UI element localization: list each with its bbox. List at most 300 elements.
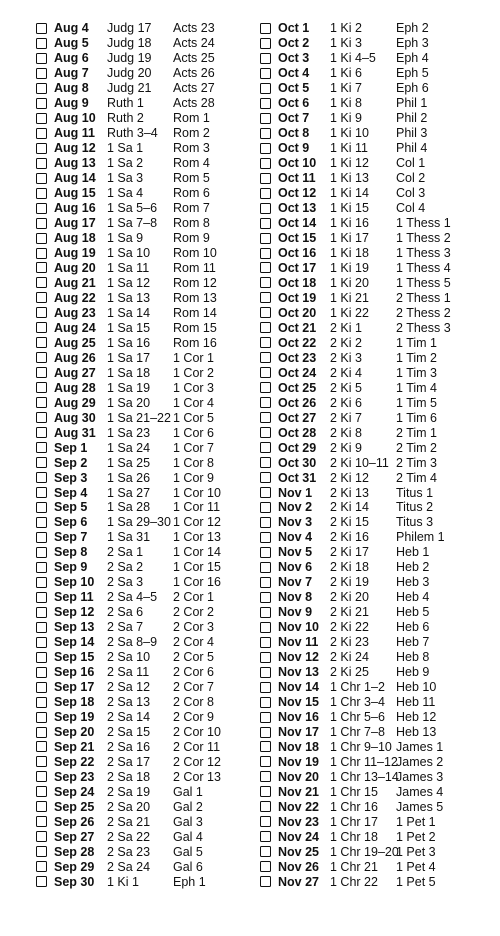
reading-date: Aug 16: [54, 201, 96, 216]
reading-date: Aug 4: [54, 21, 89, 36]
checkbox[interactable]: [260, 457, 271, 468]
reading-date: Nov 27: [278, 874, 319, 889]
new-testament-reading: James 1: [396, 739, 444, 754]
checkbox[interactable]: [36, 38, 47, 49]
checkbox[interactable]: [260, 98, 271, 109]
new-testament-reading: Gal 6: [173, 859, 203, 874]
checkbox[interactable]: [260, 218, 271, 229]
checkbox[interactable]: [36, 487, 47, 498]
checkbox[interactable]: [36, 68, 47, 79]
new-testament-reading: 1 Cor 15: [173, 560, 221, 575]
reading-row: [260, 290, 451, 305]
checkbox[interactable]: [260, 816, 271, 827]
reading-date: Nov 21: [278, 784, 319, 799]
old-testament-reading: 2 Ki 21: [330, 605, 369, 620]
new-testament-reading: 2 Tim 2: [396, 440, 437, 455]
reading-date: Oct 13: [278, 201, 317, 216]
reading-date: Sep 3: [54, 470, 88, 485]
reading-row: [36, 36, 221, 51]
reading-date: Sep 21: [54, 739, 95, 754]
checkbox[interactable]: [260, 771, 271, 782]
checkbox[interactable]: [260, 517, 271, 528]
checkbox[interactable]: [260, 233, 271, 244]
new-testament-reading: 1 Pet 5: [396, 874, 436, 889]
new-testament-reading: 1 Pet 3: [396, 844, 436, 859]
old-testament-reading: Ruth 2: [107, 111, 144, 126]
reading-row: [36, 874, 221, 889]
new-testament-reading: Rom 5: [173, 171, 210, 186]
reading-date: Aug 23: [54, 305, 96, 320]
checkbox[interactable]: [260, 547, 271, 558]
old-testament-reading: 1 Sa 13: [107, 290, 151, 305]
checkbox[interactable]: [260, 23, 271, 34]
reading-date: Sep 18: [54, 695, 95, 710]
reading-row: [36, 695, 221, 710]
checkbox[interactable]: [36, 233, 47, 244]
reading-date: Oct 18: [278, 275, 317, 290]
reading-date: Oct 3: [278, 51, 310, 66]
checkbox[interactable]: [260, 697, 271, 708]
old-testament-reading: 2 Sa 14: [107, 710, 151, 725]
reading-date: Nov 17: [278, 725, 319, 740]
reading-row: [36, 261, 221, 276]
reading-row: [36, 680, 221, 695]
reading-row: [36, 710, 221, 725]
checkbox[interactable]: [260, 741, 271, 752]
checkbox[interactable]: [36, 517, 47, 528]
old-testament-reading: 2 Sa 15: [107, 725, 151, 740]
checkbox[interactable]: [260, 158, 271, 169]
new-testament-reading: 2 Cor 2: [173, 605, 214, 620]
new-testament-reading: Rom 16: [173, 335, 217, 350]
reading-date: Oct 24: [278, 365, 317, 380]
checkbox[interactable]: [36, 592, 47, 603]
checkbox[interactable]: [36, 801, 47, 812]
checkbox[interactable]: [36, 322, 47, 333]
checkbox[interactable]: [260, 427, 271, 438]
reading-date: Aug 12: [54, 141, 96, 156]
new-testament-reading: Gal 3: [173, 814, 203, 829]
reading-row: [36, 111, 221, 126]
old-testament-reading: 1 Sa 20: [107, 395, 151, 410]
checkbox[interactable]: [260, 292, 271, 303]
checkbox[interactable]: [36, 577, 47, 588]
reading-row: [36, 81, 221, 96]
old-testament-reading: 1 Ki 11: [330, 141, 368, 156]
checkbox[interactable]: [36, 846, 47, 857]
checkbox[interactable]: [260, 382, 271, 393]
old-testament-reading: 2 Ki 9: [330, 440, 362, 455]
reading-date: Aug 11: [54, 126, 95, 141]
reading-row: [36, 440, 221, 455]
checkbox[interactable]: [260, 667, 271, 678]
reading-date: Aug 22: [54, 290, 96, 305]
reading-row: [260, 305, 451, 320]
checkbox[interactable]: [260, 562, 271, 573]
reading-row: [260, 186, 451, 201]
old-testament-reading: 1 Ki 22: [330, 305, 369, 320]
new-testament-reading: 1 Thess 5: [396, 275, 451, 290]
reading-row: [260, 859, 451, 874]
new-testament-reading: Heb 5: [396, 605, 430, 620]
old-testament-reading: 2 Ki 23: [330, 635, 369, 650]
new-testament-reading: Heb 11: [396, 695, 436, 710]
old-testament-reading: 1 Sa 31: [107, 530, 151, 545]
reading-date: Sep 16: [54, 665, 95, 680]
checkbox[interactable]: [260, 577, 271, 588]
reading-date: Nov 4: [278, 530, 313, 545]
old-testament-reading: 2 Sa 13: [107, 695, 151, 710]
checkbox[interactable]: [260, 143, 271, 154]
checkbox[interactable]: [36, 277, 47, 288]
reading-date: Aug 30: [54, 410, 96, 425]
checkbox[interactable]: [260, 831, 271, 842]
old-testament-reading: 1 Sa 29–30: [107, 515, 171, 530]
new-testament-reading: 2 Cor 1: [173, 590, 214, 605]
reading-row: [36, 455, 221, 470]
new-testament-reading: Acts 25: [173, 51, 215, 66]
checkbox[interactable]: [36, 622, 47, 633]
checkbox[interactable]: [260, 397, 271, 408]
checkbox[interactable]: [36, 876, 47, 887]
checkbox[interactable]: [36, 816, 47, 827]
new-testament-reading: Rom 4: [173, 156, 210, 171]
checkbox[interactable]: [36, 53, 47, 64]
reading-date: Oct 12: [278, 186, 317, 201]
checkbox[interactable]: [36, 547, 47, 558]
old-testament-reading: 2 Sa 17: [107, 754, 151, 769]
reading-row: [260, 81, 451, 96]
checkbox[interactable]: [36, 652, 47, 663]
checkbox[interactable]: [260, 487, 271, 498]
reading-row: [260, 710, 451, 725]
old-testament-reading: 2 Ki 1: [330, 320, 362, 335]
reading-date: Aug 31: [54, 425, 96, 440]
old-testament-reading: 1 Chr 16: [330, 799, 378, 814]
checkbox[interactable]: [36, 786, 47, 797]
checkbox[interactable]: [260, 786, 271, 797]
checkbox[interactable]: [260, 622, 271, 633]
checkbox[interactable]: [36, 727, 47, 738]
old-testament-reading: 1 Chr 3–4: [330, 695, 385, 710]
old-testament-reading: 1 Sa 4: [107, 186, 144, 201]
new-testament-reading: Heb 9: [396, 665, 430, 680]
checkbox[interactable]: [36, 532, 47, 543]
reading-row: [260, 814, 451, 829]
old-testament-reading: 2 Sa 24: [107, 859, 151, 874]
reading-date: Nov 9: [278, 605, 313, 620]
reading-date: Sep 24: [54, 784, 95, 799]
reading-date: Nov 6: [278, 560, 313, 575]
reading-row: [260, 560, 451, 575]
checkbox[interactable]: [260, 352, 271, 363]
checkbox[interactable]: [36, 307, 47, 318]
new-testament-reading: James 4: [396, 784, 444, 799]
reading-date: Aug 13: [54, 156, 96, 171]
reading-date: Aug 5: [54, 36, 89, 51]
reading-date: Nov 14: [278, 680, 319, 695]
reading-date: Oct 1: [278, 21, 310, 36]
checkbox[interactable]: [36, 337, 47, 348]
checkbox[interactable]: [260, 532, 271, 543]
checkbox[interactable]: [36, 771, 47, 782]
checkbox[interactable]: [260, 652, 271, 663]
checkbox[interactable]: [36, 292, 47, 303]
old-testament-reading: 2 Ki 20: [330, 590, 369, 605]
old-testament-reading: 2 Sa 4–5: [107, 590, 158, 605]
checkbox[interactable]: [260, 876, 271, 887]
new-testament-reading: 1 Tim 3: [396, 365, 437, 380]
checkbox[interactable]: [36, 203, 47, 214]
reading-row: [260, 725, 451, 740]
checkbox[interactable]: [260, 38, 271, 49]
old-testament-reading: 1 Chr 13–14: [330, 769, 399, 784]
old-testament-reading: 2 Sa 19: [107, 784, 151, 799]
reading-row: [36, 560, 221, 575]
checkbox[interactable]: [260, 682, 271, 693]
reading-date: Sep 13: [54, 620, 95, 635]
reading-row: [260, 425, 451, 440]
reading-date: Oct 11: [278, 171, 316, 186]
checkbox[interactable]: [36, 682, 47, 693]
checkbox[interactable]: [36, 352, 47, 363]
checkbox[interactable]: [36, 502, 47, 513]
reading-row: [36, 395, 221, 410]
checkbox[interactable]: [260, 727, 271, 738]
old-testament-reading: 2 Ki 7: [330, 410, 362, 425]
old-testament-reading: Judg 20: [107, 66, 152, 81]
reading-date: Aug 27: [54, 365, 96, 380]
checkbox[interactable]: [36, 218, 47, 229]
reading-row: [36, 246, 221, 261]
checkbox[interactable]: [260, 412, 271, 423]
checkbox[interactable]: [36, 23, 47, 34]
checkbox[interactable]: [260, 277, 271, 288]
reading-row: [36, 425, 221, 440]
new-testament-reading: Heb 1: [396, 545, 430, 560]
reading-row: [36, 500, 221, 515]
reading-date: Sep 19: [54, 710, 95, 725]
checkbox[interactable]: [260, 113, 271, 124]
checkbox[interactable]: [36, 188, 47, 199]
checkbox[interactable]: [36, 741, 47, 752]
checkbox[interactable]: [36, 128, 47, 139]
reading-row: [36, 156, 221, 171]
checkbox[interactable]: [36, 382, 47, 393]
reading-row: [36, 171, 221, 186]
old-testament-reading: 1 Sa 7–8: [107, 216, 158, 231]
old-testament-reading: 1 Sa 1: [107, 141, 144, 156]
checkbox[interactable]: [260, 248, 271, 259]
old-testament-reading: 1 Sa 10: [107, 246, 151, 261]
old-testament-reading: 1 Sa 27: [107, 485, 151, 500]
checkbox[interactable]: [260, 637, 271, 648]
old-testament-reading: 2 Sa 12: [107, 680, 151, 695]
reading-row: [36, 231, 221, 246]
checkbox[interactable]: [36, 397, 47, 408]
checkbox[interactable]: [260, 607, 271, 618]
old-testament-reading: 1 Sa 16: [107, 335, 151, 350]
checkbox[interactable]: [36, 697, 47, 708]
new-testament-reading: Acts 26: [173, 66, 215, 81]
checkbox[interactable]: [260, 502, 271, 513]
new-testament-reading: 1 Thess 4: [396, 260, 451, 275]
reading-date: Sep 8: [54, 545, 88, 560]
checkbox[interactable]: [260, 442, 271, 453]
checkbox[interactable]: [260, 188, 271, 199]
checkbox[interactable]: [260, 337, 271, 348]
old-testament-reading: 1 Ki 7: [330, 81, 362, 96]
reading-list-right: [260, 21, 451, 889]
old-testament-reading: 1 Sa 5–6: [107, 201, 158, 216]
checkbox[interactable]: [260, 846, 271, 857]
checkbox[interactable]: [36, 427, 47, 438]
reading-row: [260, 126, 451, 141]
checkbox[interactable]: [260, 128, 271, 139]
reading-row: [36, 829, 221, 844]
reading-row: [260, 261, 451, 276]
reading-row: [260, 874, 451, 889]
checkbox[interactable]: [36, 562, 47, 573]
checkbox[interactable]: [260, 68, 271, 79]
checkbox[interactable]: [36, 158, 47, 169]
checkbox[interactable]: [36, 861, 47, 872]
checkbox[interactable]: [36, 262, 47, 273]
new-testament-reading: 2 Thess 3: [396, 320, 451, 335]
checkbox[interactable]: [260, 83, 271, 94]
new-testament-reading: 2 Cor 13: [173, 769, 221, 784]
reading-row: [260, 455, 451, 470]
checkbox[interactable]: [36, 667, 47, 678]
checkbox[interactable]: [36, 173, 47, 184]
reading-row: [36, 51, 221, 66]
reading-row: [260, 829, 451, 844]
reading-row: [260, 156, 451, 171]
reading-row: [260, 171, 451, 186]
reading-date: Oct 23: [278, 350, 317, 365]
reading-row: [36, 515, 221, 530]
checkbox[interactable]: [260, 203, 271, 214]
reading-date: Aug 24: [54, 320, 96, 335]
checkbox[interactable]: [36, 472, 47, 483]
checkbox[interactable]: [260, 307, 271, 318]
old-testament-reading: Judg 18: [107, 36, 152, 51]
new-testament-reading: Heb 2: [396, 560, 430, 575]
reading-date: Oct 30: [278, 455, 317, 470]
old-testament-reading: 2 Ki 5: [330, 380, 362, 395]
new-testament-reading: 1 Cor 10: [173, 485, 221, 500]
new-testament-reading: 1 Pet 1: [396, 814, 436, 829]
checkbox[interactable]: [36, 712, 47, 723]
old-testament-reading: 1 Sa 28: [107, 500, 151, 515]
old-testament-reading: 1 Chr 9–10: [330, 739, 392, 754]
old-testament-reading: 1 Sa 2: [107, 156, 144, 171]
new-testament-reading: Rom 8: [173, 216, 210, 231]
reading-row: [260, 769, 451, 784]
old-testament-reading: 1 Ki 13: [330, 171, 369, 186]
new-testament-reading: Heb 10: [396, 680, 437, 695]
reading-row: [36, 665, 221, 680]
old-testament-reading: 2 Ki 3: [330, 350, 362, 365]
reading-date: Sep 11: [54, 590, 94, 605]
checkbox[interactable]: [36, 607, 47, 618]
old-testament-reading: 2 Sa 23: [107, 844, 151, 859]
new-testament-reading: 2 Cor 12: [173, 754, 221, 769]
reading-date: Nov 7: [278, 575, 313, 590]
reading-date: Sep 25: [54, 799, 95, 814]
reading-row: [260, 799, 451, 814]
old-testament-reading: Judg 21: [107, 81, 152, 96]
reading-row: [36, 575, 221, 590]
new-testament-reading: 1 Cor 12: [173, 515, 221, 530]
new-testament-reading: 2 Cor 3: [173, 620, 214, 635]
new-testament-reading: Rom 10: [173, 246, 217, 261]
new-testament-reading: 2 Cor 6: [173, 665, 214, 680]
checkbox[interactable]: [36, 98, 47, 109]
checkbox[interactable]: [36, 83, 47, 94]
old-testament-reading: 1 Sa 9: [107, 231, 144, 246]
checkbox[interactable]: [36, 143, 47, 154]
checkbox[interactable]: [36, 442, 47, 453]
reading-row: [260, 66, 451, 81]
checkbox[interactable]: [260, 472, 271, 483]
reading-row: [260, 605, 451, 620]
reading-row: [36, 66, 221, 81]
checkbox[interactable]: [36, 457, 47, 468]
old-testament-reading: 1 Ki 9: [330, 111, 362, 126]
old-testament-reading: 1 Sa 24: [107, 440, 151, 455]
reading-date: Sep 26: [54, 814, 95, 829]
new-testament-reading: 1 Thess 2: [396, 231, 451, 246]
new-testament-reading: Acts 23: [173, 21, 215, 36]
reading-row: [36, 96, 221, 111]
checkbox[interactable]: [36, 113, 47, 124]
new-testament-reading: 1 Cor 14: [173, 545, 221, 560]
reading-row: [260, 365, 451, 380]
checkbox[interactable]: [36, 248, 47, 259]
old-testament-reading: 1 Ki 6: [330, 66, 362, 81]
reading-row: [36, 201, 221, 216]
old-testament-reading: 2 Ki 13: [330, 485, 369, 500]
checkbox[interactable]: [36, 412, 47, 423]
checkbox[interactable]: [36, 756, 47, 767]
checkbox[interactable]: [260, 53, 271, 64]
checkbox[interactable]: [260, 712, 271, 723]
new-testament-reading: 1 Tim 1: [396, 335, 437, 350]
checkbox[interactable]: [36, 367, 47, 378]
reading-date: Sep 4: [54, 485, 88, 500]
checkbox[interactable]: [260, 262, 271, 273]
checkbox[interactable]: [260, 173, 271, 184]
old-testament-reading: 1 Ki 10: [330, 126, 369, 141]
reading-row: [260, 844, 451, 859]
old-testament-reading: Ruth 3–4: [107, 126, 158, 141]
checkbox[interactable]: [36, 637, 47, 648]
old-testament-reading: 2 Sa 2: [107, 560, 144, 575]
old-testament-reading: 1 Sa 15: [107, 320, 151, 335]
checkbox[interactable]: [260, 322, 271, 333]
checkbox[interactable]: [260, 801, 271, 812]
checkbox[interactable]: [36, 831, 47, 842]
reading-date: Sep 15: [54, 650, 95, 665]
reading-row: [36, 590, 221, 605]
checkbox[interactable]: [260, 861, 271, 872]
new-testament-reading: Phil 1: [396, 96, 428, 111]
checkbox[interactable]: [260, 592, 271, 603]
checkbox[interactable]: [260, 756, 271, 767]
new-testament-reading: 1 Cor 4: [173, 395, 214, 410]
checkbox[interactable]: [260, 367, 271, 378]
